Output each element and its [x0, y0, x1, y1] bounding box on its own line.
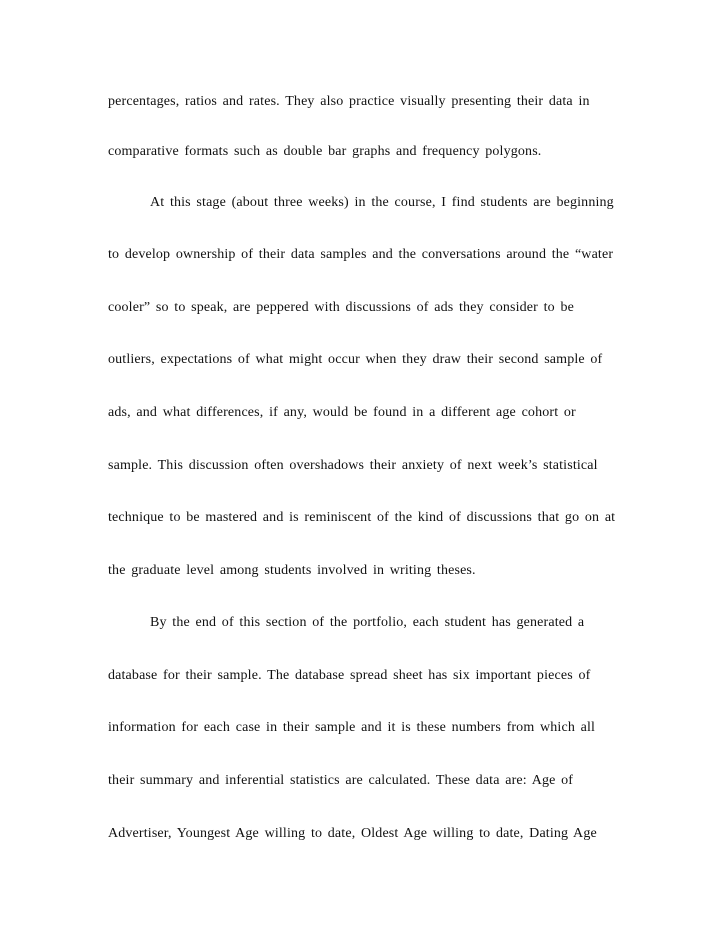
text-line-14: their summary and inferential statistics are calculated. These data are: Age of: [108, 773, 574, 788]
text-line-10: the graduate level among students involved in writing theses.: [108, 563, 476, 578]
text-line-12: database for their sample. The database spread sheet has six important pieces of: [108, 668, 591, 683]
text-line-2: comparative formats such as double bar graphs and frequency polygons.: [108, 144, 542, 159]
text-line-3: At this stage (about three weeks) in the course, I find students are beginning: [150, 195, 614, 210]
text-line-13: information for each case in their sample and it is these numbers from which all: [108, 720, 596, 735]
text-line-15: Advertiser, Youngest Age willing to date, Oldest Age willing to date, Dating Age: [108, 826, 597, 841]
text-line-9: technique to be mastered and is reminiscent of the kind of discussions that go on at: [108, 510, 616, 525]
text-line-4: to develop ownership of their data samples and the conversations around the “water: [108, 247, 614, 262]
text-line-11: By the end of this section of the portfolio, each student has generated a: [150, 615, 585, 630]
text-line-7: ads, and what differences, if any, would be found in a different age cohort or: [108, 405, 576, 420]
text-line-5: cooler” so to speak, are peppered with discussions of ads they consider to be: [108, 300, 574, 315]
text-line-1: percentages, ratios and rates. They also practice visually presenting their data in: [108, 94, 590, 109]
text-line-8: sample. This discussion often overshadows their anxiety of next week’s statistical: [108, 458, 598, 473]
text-line-6: outliers, expectations of what might occur when they draw their second sample of: [108, 352, 603, 367]
